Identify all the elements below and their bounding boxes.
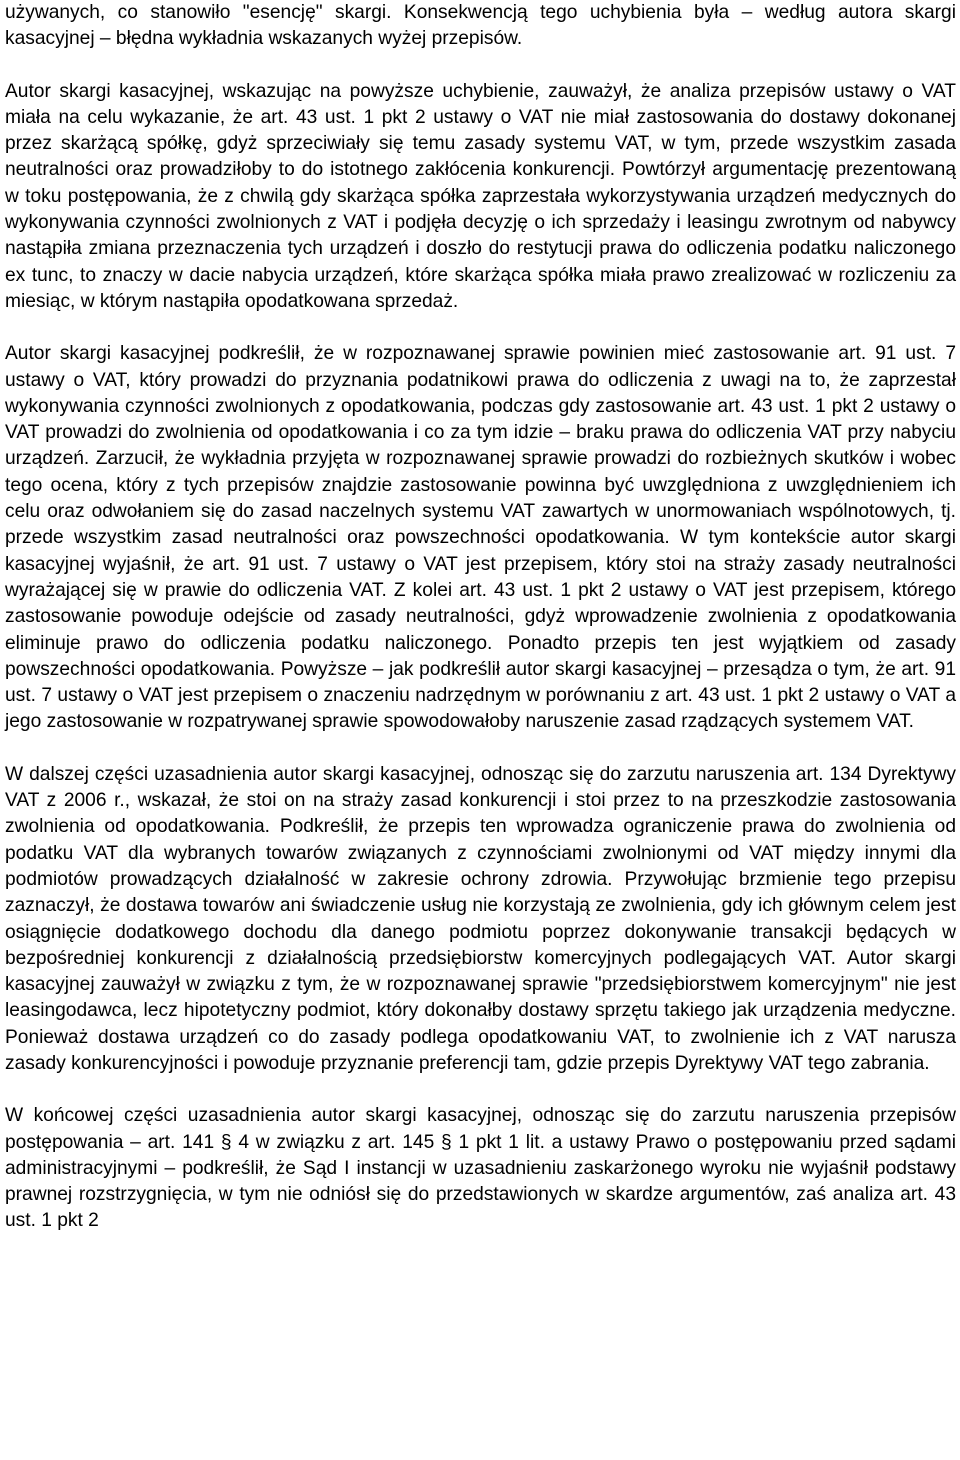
paragraph-przepisy-postepowania: W końcowej części uzasadnienia autor skargi kasacyjnej, odnosząc się do zarzutu naruszenia przepisów postępowania – art. 141 § 4 w związku z art. 145 § 1 pkt 1 lit. a ustawy Prawo o postępowaniu przed sądami administracyjnymi – podkreślił, że Sąd I instancji w uzasadnieniu zaskarżonego wyroku nie wyjaśnił podstawy prawnej rozstrzygnięcia, w tym nie odniósł się do przedstawionych w skardze argumentów, zaś analiza art. 43 ust. 1 pkt 2 <box>5 1105 956 1232</box>
paragraph-spacer <box>5 1077 956 1103</box>
paragraph-analiza-przepisow: Autor skargi kasacyjnej, wskazując na powyższe uchybienie, zauważył, że analiza przepisów ustawy o VAT miała na celu wykazanie, że art. 43 ust. 1 pkt 2 ustawy o VAT nie miał zastosowania do dostawy dokonanej przez skarżącą spółkę, gdyż sprzeciwiały się temu zasady systemu VAT, w tym, przede wszystkim zasada neutralności oraz prowadziłoby to do istotnego zakłócenia konkurencji. Powtórzył argumentację prezentowaną w toku postępowania, że z chwilą gdy skarżąca spółka zaprzestała wykorzystywania urządzeń medycznych do wykonywania czynności zwolnionych z VAT i podjęła decyzję o ich sprzedaży i leasingu zwrotnym od nabywcy nastąpiła zmiana przeznaczenia tych urządzeń i doszło do restytucji prawa do odliczenia podatku naliczonego ex tunc, to znaczy w dacie nabycia urządzeń, które skarżąca spółka miała prawo zrealizować w rozliczeniu za miesiąc, w którym nastąpiła opodatkowana sprzedaż. <box>5 80 956 312</box>
paragraph-spacer <box>5 736 956 762</box>
paragraph-art-134-dyrektywy: W dalszej części uzasadnienia autor skargi kasacyjnej, odnosząc się do zarzutu naruszenia art. 134 Dyrektywy VAT z 2006 r., wskazał, że stoi on na straży zasad konkurencji i stoi przez to na przeszkodzie zastosowania zwolnienia od opodatkowania. Podkreślił, że przepis ten wprowadza ograniczenie prawa do zwolnienia od podatku VAT dla wybranych towarów związanych z czynnościami zwolnionymi od VAT między innymi dla podmiotów prowadzących działalność w zakresie ochrony zdrowia. Przywołując brzmienie tego przepisu zaznaczył, że dostawa towarów ani świadczenie usług nie korzystają ze zwolnienia, gdy ich głównym celem jest osiągnięcie dodatkowego dochodu dla danego podmiotu poprzez dokonywanie transakcji będących w bezpośredniej konkurencji z działalnością przedsiębiorstw komercyjnych podlegających VAT. Autor skargi kasacyjnej zauważył w związku z tym, że w rozpoznawanej sprawie "przedsiębiorstwem komercyjnym" nie jest leasingodawca, lecz hipotetyczny podmiot, który dokonałby dostawy sprzętu takiego jak urządzenia medyczne. Ponieważ dostawa urządzeń co do zasady podlega opodatkowaniu VAT, to zwolnienie ich z VAT narusza zasady konkurencyjności i powoduje przyznanie preferencji tam, gdzie przepis Dyrektywy VAT tego zabrania. <box>5 763 956 1074</box>
paragraph-spacer <box>5 315 956 341</box>
paragraph-esencja: używanych, co stanowiło "esencję" skargi. Konsekwencją tego uchybienia była – według autora skargi kasacyjnej – błędna wykładnia wskazanych wyżej przepisów. <box>5 2 956 50</box>
paragraph-spacer <box>5 53 956 79</box>
paragraph-art-91-ust-7: Autor skargi kasacyjnej podkreślił, że w rozpoznawanej sprawie powinien mieć zastosowanie art. 91 ust. 7 ustawy o VAT, który prowadzi do przyznania podatnikowi prawa do odliczenia z uwagi na to, że zaprzestał wykonywania czynności zwolnionych z opodatkowania, podczas gdy zastosowanie art. 43 ust. 1 pkt 2 ustawy o VAT prowadzi do zwolnienia od opodatkowania i co za tym idzie – braku prawa do odliczenia VAT przy nabyciu urządzeń. Zarzucił, że wykładnia przyjęta w rozpoznawanej sprawie prowadzi do rozbieżnych skutków i wobec tego ocena, który z tych przepisów znajdzie zastosowanie powinna być uwzględniona z uwzględnieniem ich celu oraz odwołaniem się do zasad naczelnych systemu VAT zawartych w unormowaniach wspólnotowych, tj. przede wszystkim zasad neutralności oraz powszechności opodatkowania. W tym kontekście autor skargi kasacyjnej wyjaśnił, że art. 91 ust. 7 ustawy o VAT jest przepisem, który stoi na straży zasady neutralności wyrażającej się w prawie do odliczenia VAT. Z kolei art. 43 ust. 1 pkt 2 ustawy o VAT jest przepisem, którego zastosowanie powoduje odejście od zasady neutralności, gdyż wprowadzenie zwolnienia z opodatkowania eliminuje prawo do odliczenia podatku naliczonego. Ponadto przepis ten jest wyjątkiem od zasady powszechności opodatkowania. Powyższe – jak podkreślił autor skargi kasacyjnej – przesądza o tym, że art. 91 ust. 7 ustawy o VAT jest przepisem o znaczeniu nadrzędnym w porównaniu z art. 43 ust. 1 pkt 2 ustawy o VAT a jego zastosowanie w rozpatrywanej sprawie spowodowałoby naruszenie zasad rządzących systemem VAT. <box>5 343 956 733</box>
